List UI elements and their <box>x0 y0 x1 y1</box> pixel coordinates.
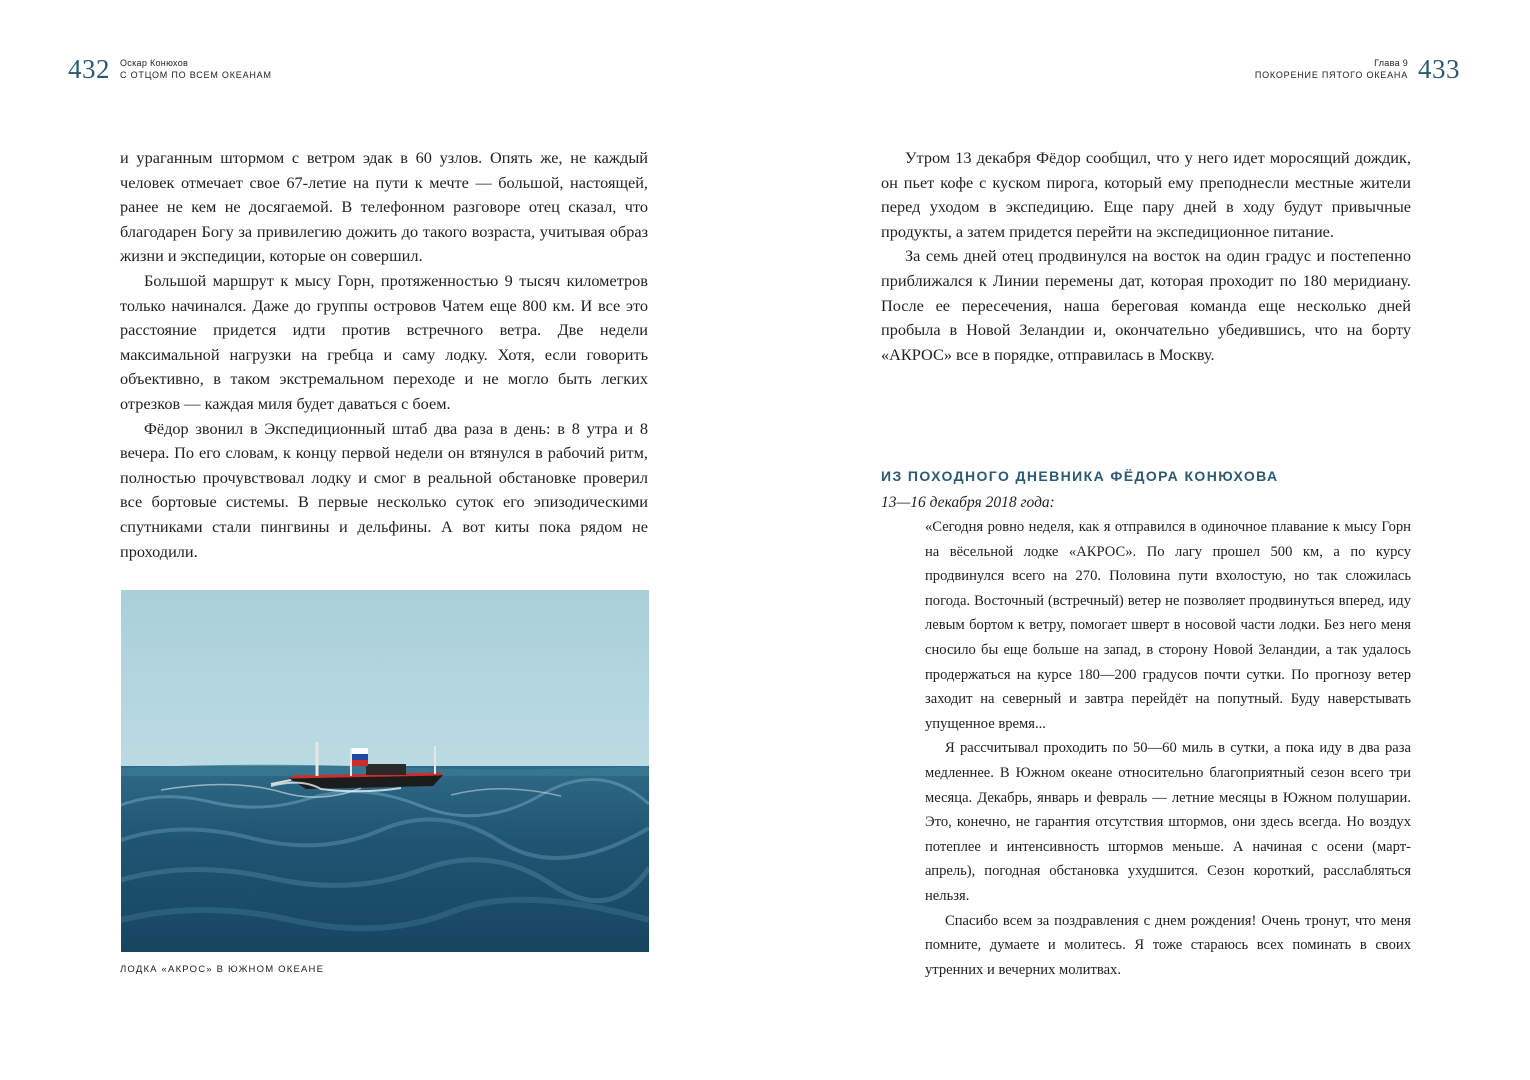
diary-paragraph: Спасибо всем за поздравления с днем рождения! Очень тронут, что меня помните, думаете и молитесь. Я тоже стараюсь всех поминать в своих утренних и вечерних молитвах. <box>925 912 1411 978</box>
diary-paragraph: «Сегодня ровно неделя, как я отправился в одиночное плавание к мысу Горн на вёсельной лодке «АКРОС». По лагу прошел 500 км, а по курсу продвинулся всего на 270. Половина пути вхолостую, но так сложилась погода. Восточный (встречный) ветер не позволяет продвинуться вперед, иду левым бортом к ветру, помогает шверт в носовой части лодки. Без него меня сносило бы еще больше на запад, в сторону Новой Зеландии, а так удалось продержаться на курсе 180—200 градусов почти сутки. По прогнозу ветер заходит на северный и завтра перейдёт на попутный. Буду наверстывать упущенное время... <box>925 519 1411 732</box>
diary-heading: ИЗ ПОХОДНОГО ДНЕВНИКА ФЁДОРА КОНЮХОВА <box>881 468 1279 484</box>
body-text <box>881 146 1411 367</box>
paragraph: Фёдор звонил в Экспедиционный штаб два раза в день: в 8 утра и 8 вечера. По его словам, к концу первой недели он втянулся в рабочий ритм, полностью прочувствовал лодку и смог в реальной обстановке проверил все бортовые системы. В первые несколько суток его эпизодическими спутниками стали пингвины и дельфины. А вот киты пока рядом не проходили. <box>120 418 648 561</box>
running-head-chapter-title: ПОКОРЕНИЕ ПЯТОГО ОКЕАНА <box>1254 70 1408 80</box>
body-text <box>120 146 648 564</box>
right-page <box>765 0 1530 1080</box>
running-head-author: Оскар Конюхов <box>120 58 189 68</box>
diary-paragraph: Я рассчитывал проходить по 50—60 миль в сутки, а пока иду в два раза медленнее. В Южном океане относительно благоприятный сезон всего три месяца. Декабрь, январь и февраль — летние месяцы в Южном полушарии. Это, конечно, не гарантия отсутствия штормов, они здесь всегда. Но воздух потеплее и интенсивность штормов меньше. А начиная с осени (март-апрель), погодная обстановка ухудшится. Сезон короткий, расслабляться нельзя. <box>925 740 1411 904</box>
ocean-boat-photo <box>121 590 649 952</box>
paragraph: За семь дней отец продвинулся на восток на один градус и постепенно приближался к Линии перемены дат, которая проходит по 180 меридиану. После ее пересечения, наша береговая команда еще несколько дней пробыла в Новой Зеландии и, окончательно убедившись, что на борту «АКРОС» все в порядке, отправилась в Москву. <box>881 246 1411 364</box>
running-head <box>1255 57 1408 81</box>
running-head-chapter: Глава 9 <box>1374 58 1408 68</box>
diary-date: 13—16 декабря 2018 года: <box>881 494 1055 511</box>
paragraph: Утром 13 декабря Фёдор сообщил, что у него идет моросящий дождик, он пьет кофе с куском пирога, который ему преподнесли местные жители перед уходом в экспедицию. Еще пару дней в ходу будут привычные продукты, а затем придется перейти на экспедиционное питание. <box>881 148 1411 241</box>
photo-caption: ЛОДКА «АКРОС» В ЮЖНОМ ОКЕАНЕ <box>120 964 325 975</box>
paragraph: и ураганным штормом с ветром эдак в 60 узлов. Опять же, не каждый человек отмечает свое 67-летие на пути к мечте — большой, настоящей, ранее не кем не досягаемой. В телефонном разговоре отец сказал, что благодарен Богу за привилегию дожить до такого возраста, учитывая образ жизни и экспедиции, которые он совершил. <box>120 148 648 266</box>
page-number: 433 <box>1418 54 1460 84</box>
sky <box>121 590 649 770</box>
page-number: 432 <box>68 54 110 84</box>
paragraph: Большой маршрут к мысу Горн, протяженностью 9 тысяч километров только начинался. Даже до группы островов Чатем еще 800 км. И все это расстояние придется идти против встречного ветра. Две недели максимальной нагрузки на гребца и саму лодку. Хотя, если говорить объективно, в таком экстремальном переходе и не могло быть легких отрезков — каждая миля будет даваться с боем. <box>120 270 648 413</box>
running-head-book-title: С ОТЦОМ ПО ВСЕМ ОКЕАНАМ <box>120 70 272 80</box>
diary-quote <box>925 515 1411 982</box>
running-head <box>120 57 272 81</box>
